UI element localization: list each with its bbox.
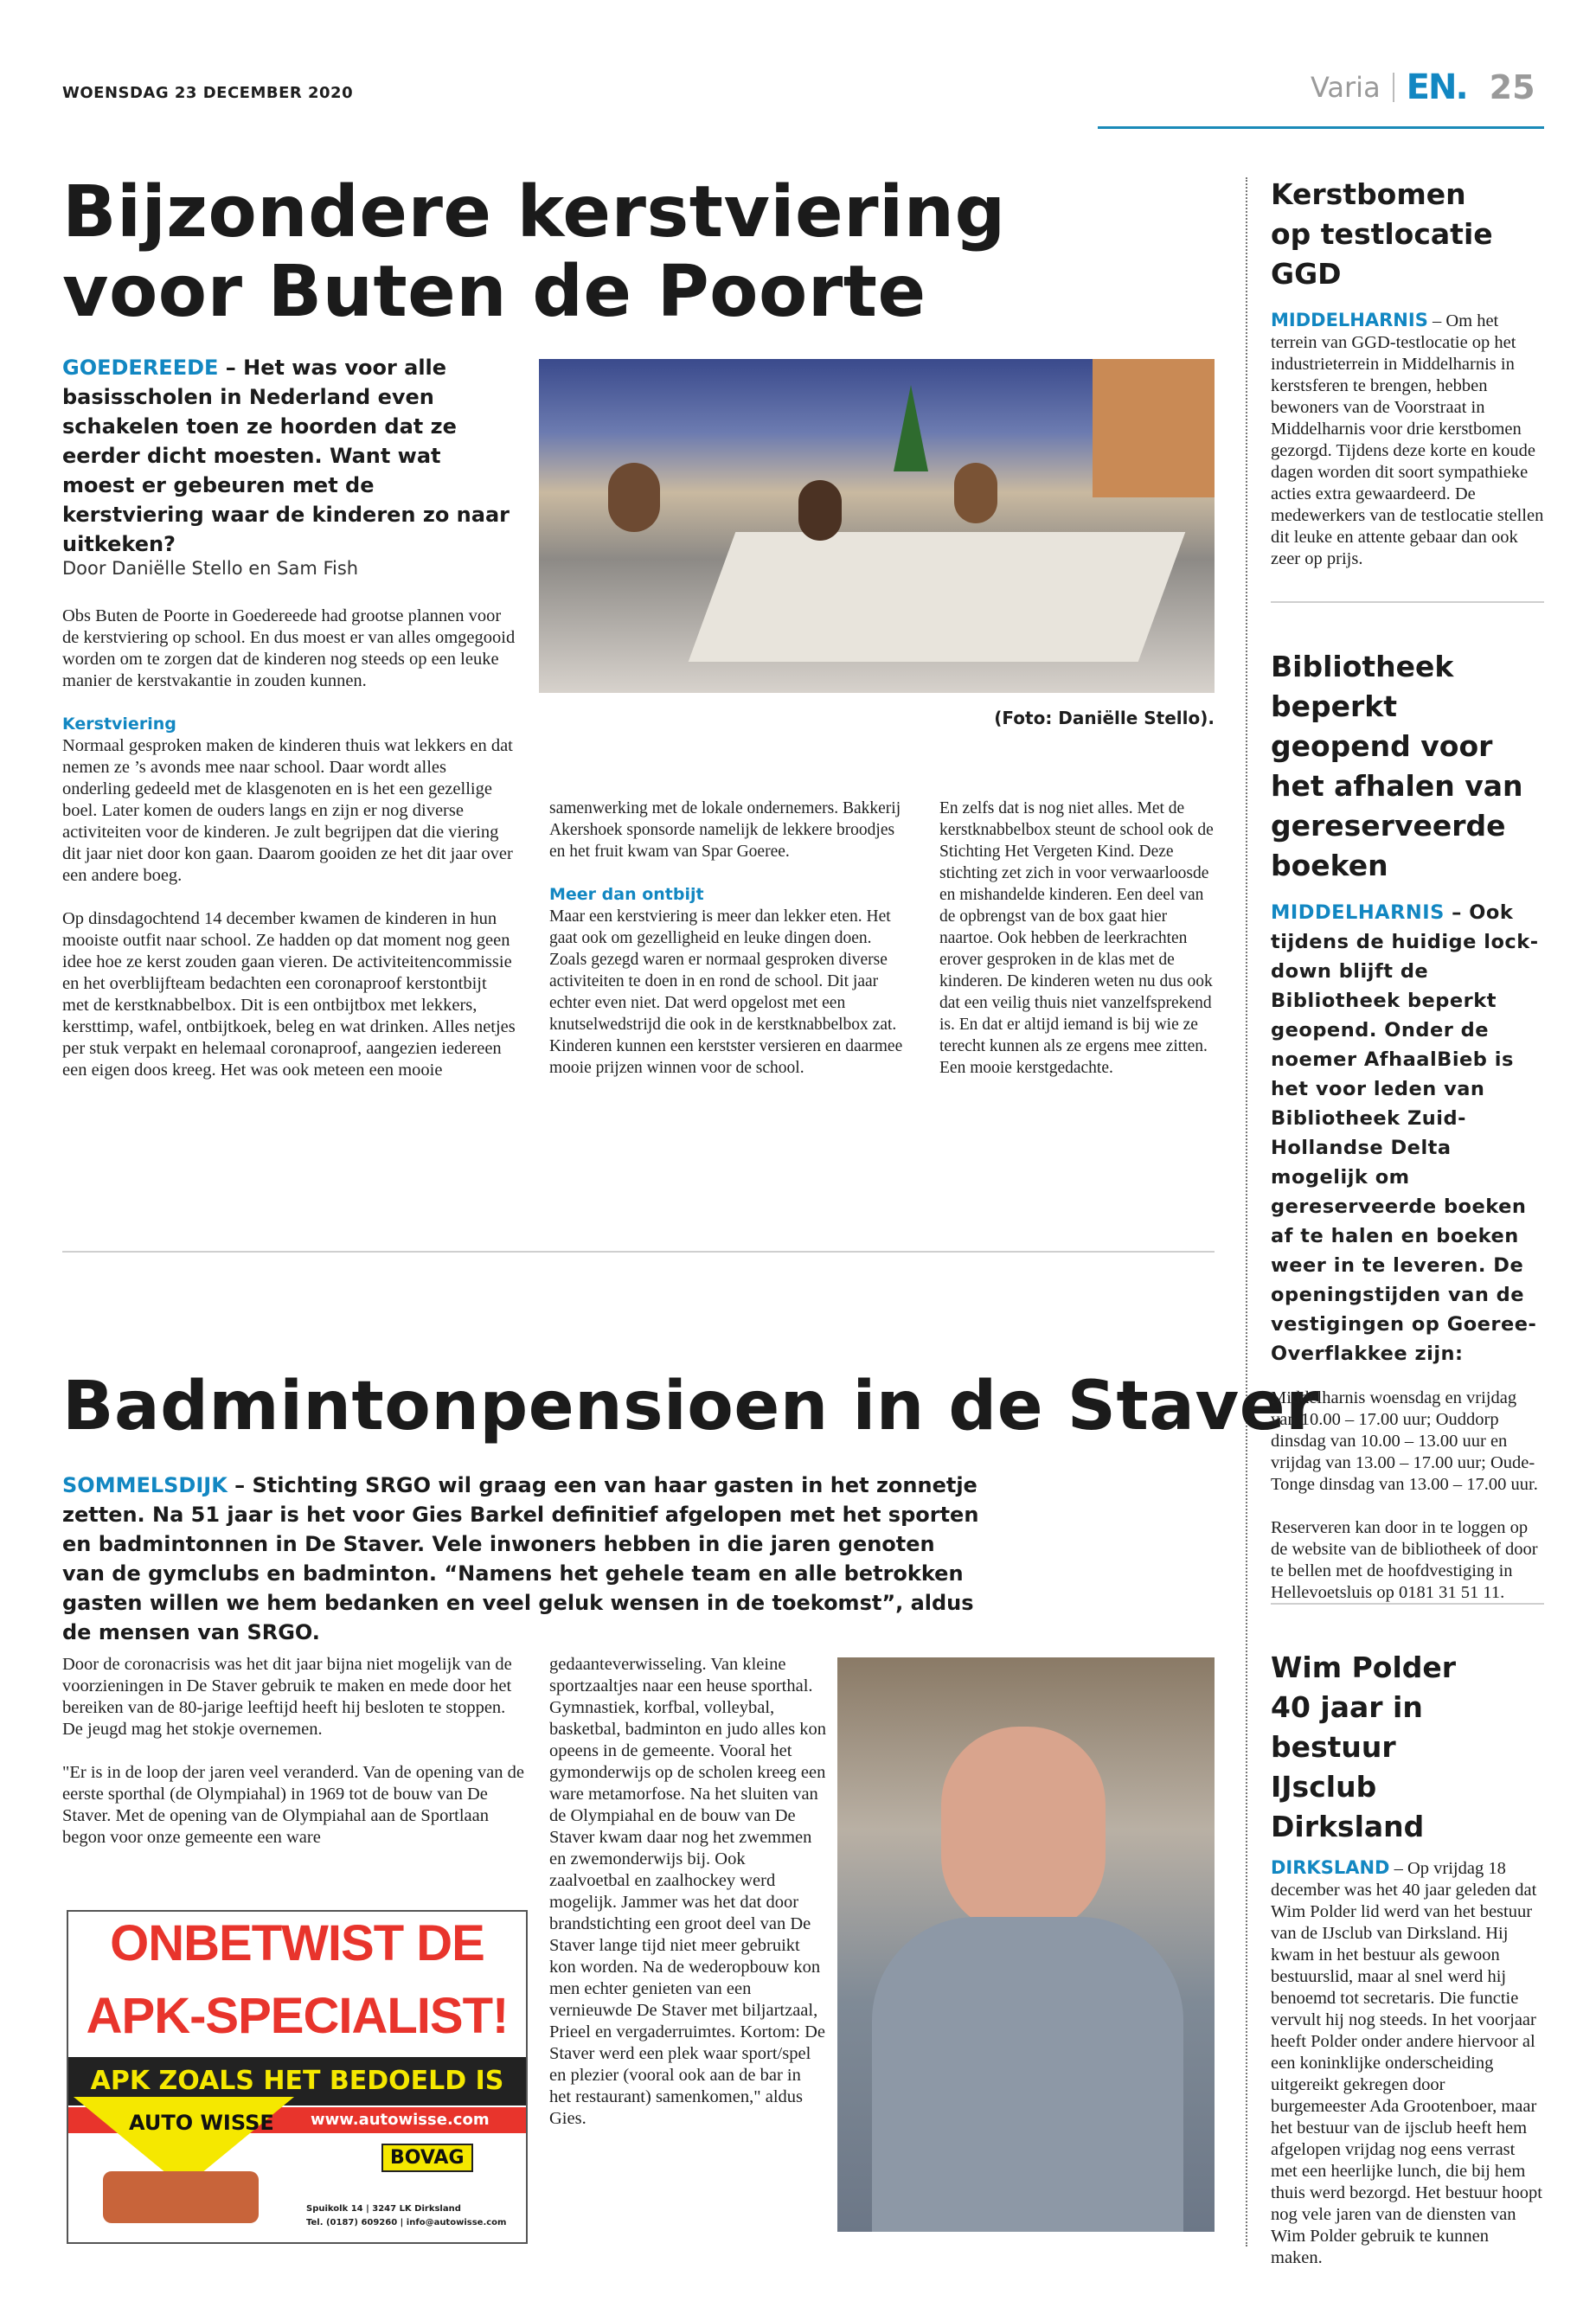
- paragraph: Obs Buten de Poorte in Goedereede had grootse plannen voor de kerstviering op school. En dus moest er van alles omgegooid worden om te zorgen dat de kinderen nog steeds op een leuke manier de kerstvakantie in zouden kunnen.: [62, 606, 516, 690]
- article-lede: [62, 353, 516, 559]
- ad-headline: ONBETWIST DE: [110, 1915, 484, 1971]
- article-divider: [62, 1251, 1215, 1253]
- dateline: MIDDELHARNIS: [1271, 901, 1445, 924]
- title-line: Bijzondere kerstviering: [62, 171, 1006, 253]
- paragraph: Op dinsdagochtend 14 december kwamen de kinderen in hun mooiste outfit naar school. Ze hadden op dat moment nog geen idee hoe ze kerst zouden gaan vieren. De activiteitencommissie en het overblijfteam bedachten een coronaproof kerstontbijt met de kerstknabbelbox. Dit is een ontbijtbox met lekkers, kersttimp, wafel, ontbijtkoek, beleg en wat drinken. Alles netjes per stuk verpakt en helemaal coronaproof, aangezien iedereen een eigen doos kreeg. Het was ook meteen een mooie: [62, 909, 516, 1080]
- sidebar-text: – Om het terrein van GGD-testlocatie op het industrieterrein in Middelharnis in kerstsferen te brengen, hebben bewoners van de Voorstraat in Middelharnis voor drie kerstbomen gezorgd. Tijdens deze korte en koude dagen worden dit soort sympathieke acties extra gewaardeerd. De medewerkers van de testlocatie stellen dit leuke en attente gebaar dan ook zeer op prijs.: [1271, 311, 1544, 568]
- subheading: Meer dan ontbijt: [549, 885, 704, 904]
- page-header: [1311, 67, 1535, 107]
- paragraph: gedaanteverwisseling. Van kleine sportzaaltjes naar een heuse sporthal. Gymnastiek, korfbal, volleybal, basketbal, badminton en judo alles kon opeens in de gemeente. Vooral het gymonderwijs op de scholen kreeg een ware metamorfose. Na het sluiten van de Olympiahal en de bouw van De Staver kwam daar nog het zwemmen en zwemonderwijs bij. Ook zaalvoetbal en zaalhockey werd mogelijk. Jammer was het dat door brandstichting een groot deel van De Staver lange tijd niet meer gebruikt kon worden. Na de wederopbouw kon men echter genieten van een vernieuwde De Staver met biljartzaal, Prieel en vergaderruimtes. Kortom: De Staver werd een plek waar sport/spel en plezier (vooral ook aan de bar in het restaurant) samenkomen," aldus Gies.: [549, 1655, 826, 2128]
- advertisement[interactable]: [67, 1910, 528, 2244]
- issue-date: WOENSDAG 23 DECEMBER 2020: [62, 84, 354, 102]
- subheading: Kerstviering: [62, 715, 176, 734]
- photo-caption: (Foto: Daniëlle Stello).: [994, 708, 1215, 728]
- page-number: 25: [1489, 68, 1535, 106]
- title-line: voor Buten de Poorte: [62, 251, 926, 333]
- bovag-badge: BOVAG: [381, 2144, 473, 2172]
- paragraph: "Er is in de loop der jaren veel veranderd. Van de opening van de eerste sporthal (de Olympiahal) in 1969 tot de bouw van De Staver. Met de opening van de Olympiahal aan de Sportlaan begon voor onze gemeente een ware: [62, 1763, 524, 1847]
- byline: Door Daniëlle Stello en Sam Fish: [62, 558, 359, 579]
- section-name: Varia: [1311, 71, 1381, 104]
- paragraph: Middelharnis woensdag en vrijdag van 10.00 – 17.00 uur; Ouddorp dinsdag van 10.00 – 13.00 uur en vrijdag van 13.00 – 17.00 uur; Oude-Tonge dinsdag van 13.00 – 17.00 uur.: [1271, 1388, 1538, 1494]
- sidebar-article: [1271, 175, 1544, 570]
- lede-text: – Stichting SRGO wil graag een van haar gasten in het zonnetje zetten. Na 51 jaar is het voor Gies Barkel definitief afgelopen met het sporten en badmintonnen in De Staver. Vele inwoners hebben in die jaren genoten van de gymclubs en badminton. “Namens het gehele team en alle betrokken gasten willen we hem bedanken en veel geluk wensen in de toekomst”, aldus de mensen van SRGO.: [62, 1473, 979, 1644]
- paragraph: En zelfs dat is nog niet alles. Met de kerstknabbelbox steunt de school ook de Stichting Het Vergeten Kind. Deze stichting zet zich in voor verwaarloosde en mishandelde kinderen. Een deel van de opbrengst van de box gaat hier naartoe. Ook hebben de leerkrachten erover gesproken in de klas met de kinderen. De kinderen weten nu dus ook dat een veilig thuis niet vanzelfsprekend is. En dat er altijd iemand is bij wie ze terecht kunnen als ze ergens mee zitten. Een mooie kerstgedachte.: [939, 799, 1214, 1077]
- article-column-2: [549, 1654, 826, 2151]
- sidebar-title: Kerstbomen op testlocatie GGD: [1271, 177, 1493, 291]
- lede-text: – Het was voor alle basisscholen in Nederland even schakelen toen ze hoorden dat ze eerder dicht moesten. Want wat moest er gebeuren met de kerstviering waar de kinderen zo naar uitkeken?: [62, 356, 510, 556]
- sidebar-title: Wim Polder 40 jaar in bestuur IJsclub Dirksland: [1271, 1650, 1457, 1843]
- article-column-2: [549, 798, 904, 1100]
- dateline: DIRKSLAND: [1271, 1857, 1390, 1878]
- header-rule: [1098, 126, 1544, 129]
- paragraph: Normaal gesproken maken de kinderen thuis wat lekkers en dat nemen ze ’s avonds mee naar school. Daar wordt alles onderling gedeeld met de klasgenoten en is het een gezellige boel. Later komen de ouders langs en zijn er nog diverse activiteiten voor de kinderen. Je zult begrijpen dat die viering dit jaar niet door kon gaan. Daarom gooiden ze het dit jaar over een andere boeg.: [62, 736, 513, 885]
- dateline: SOMMELSDIJK: [62, 1473, 228, 1497]
- sidebar-divider: [1271, 601, 1544, 603]
- ad-headline: APK-SPECIALIST!: [86, 1988, 509, 2044]
- paragraph: Maar een kerstviering is meer dan lekker eten. Het gaat ook om gezelligheid en leuke dingen doen. Zoals gezegd waren er normaal gesproken diverse activiteiten te doen in en rond de school. Dit jaar echter even niet. Dat werd opgelost met een knutselwedstrijd die ook in de kerstknabbelbox zat. Kinderen kunnen een kerstster versieren en daarmee mooie prijzen winnen voor de school.: [549, 907, 903, 1077]
- sidebar-article: [1271, 1648, 1544, 2269]
- classroom-photo: [539, 359, 1215, 693]
- dateline: GOEDEREEDE: [62, 356, 219, 380]
- article-title: Badmintonpensioen in de Staver: [62, 1368, 1320, 1445]
- paragraph: Reserveren kan door in te loggen op de website van de bibliotheek of door te bellen met de hoofdvestiging in Hellevoetsluis op 0181 31 51 11.: [1271, 1518, 1538, 1602]
- ad-address: Spuikolk 14 | 3247 LK Dirksland: [306, 2204, 461, 2214]
- portrait-photo: [837, 1657, 1215, 2232]
- jeep-icon: [103, 2171, 259, 2223]
- sidebar-title: Bibliotheek beperkt geopend voor het afhalen van gereserveerde boeken: [1271, 650, 1523, 882]
- article-column-3: [939, 798, 1215, 1100]
- article-column-1: [62, 1654, 525, 1870]
- divider: [1393, 73, 1394, 102]
- article-title: [62, 173, 1006, 332]
- dateline: MIDDELHARNIS: [1271, 310, 1428, 330]
- article-lede: [62, 1471, 979, 1647]
- paragraph: samenwerking met de lokale ondernemers. Bakkerij Akershoek sponsorde namelijk de lekkere broodjes en het fruit kwam van Spar Goeree.: [549, 799, 901, 861]
- sidebar-divider: [1271, 1603, 1544, 1605]
- newspaper-logo: EN.: [1406, 67, 1467, 107]
- ad-url-link[interactable]: www.autowisse.com: [311, 2111, 490, 2129]
- sidebar-article: [1271, 647, 1544, 1625]
- sidebar-lede: – Ook tijdens de huidige lock-down blijft de Bibliotheek beperkt geopend. Onder de noemer AfhaalBieb is het voor leden van Bibliotheek Zuid-Hollandse Delta mogelijk om gereserveerde boeken af te halen en boeken weer in te leveren. De openingstijden van de vestigingen op Goeree-Overflakkee zijn:: [1271, 901, 1539, 1365]
- ad-brand: AUTO WISSE: [129, 2111, 274, 2135]
- sidebar-text: – Op vrijdag 18 december was het 40 jaar geleden dat Wim Polder lid werd van het bestuur van de IJsclub van Dirksland. Hij kwam in het bestuur als gewoon bestuurslid, maar al snel werd hij benoemd tot secretaris. Die functie vervult hij nog steeds. In het voorjaar heeft Polder onder andere hiervoor al een koninklijke onderscheiding uitgereikt gekregen door burgemeester Ada Grootenboer, maar het bestuur van de ijsclub heeft hem afgelopen vrijdag nog eens verrast met een heerlijke lunch, die bij hem thuis werd bezorgd. Het bestuur hoopt nog vele jaren van de diensten van Wim Polder gebruik te kunnen maken.: [1271, 1859, 1542, 2267]
- ad-tagline: APK ZOALS HET BEDOELD IS: [68, 2057, 526, 2106]
- paragraph: Door de coronacrisis was het dit jaar bijna niet mogelijk van de voorzieningen in De Staver gebruik te maken en mede door het bereiken van de 80-jarige leeftijd heeft hij besloten te stoppen. De jeugd mag het stokje overnemen.: [62, 1655, 512, 1739]
- column-divider: [1246, 177, 1247, 2247]
- article-column-1: [62, 606, 516, 1103]
- ad-contact: Tel. (0187) 609260 | info@autowisse.com: [306, 2218, 507, 2227]
